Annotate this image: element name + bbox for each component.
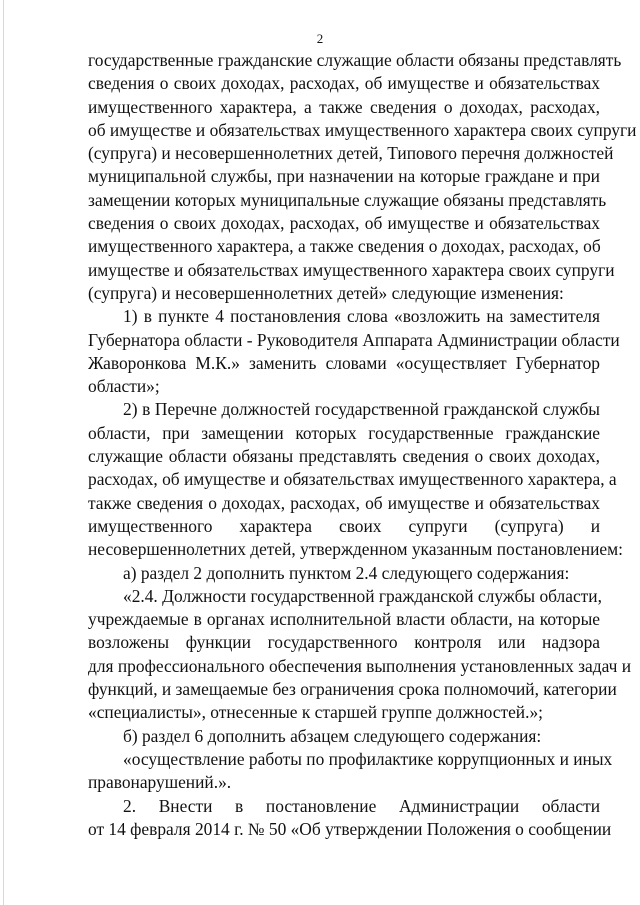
text-line: также сведения о доходах, расходах, об имуществе и обязательствах bbox=[88, 492, 600, 513]
text-line: от 14 февраля 2014 г. № 50 «Об утверждении Положения о сообщении bbox=[88, 818, 612, 839]
text-line: а) раздел 2 дополнить пунктом 2.4 следующего содержания: bbox=[123, 562, 570, 583]
page-number: 2 bbox=[316, 31, 324, 46]
text-line: области»; bbox=[88, 376, 160, 397]
scan-edge bbox=[3, 0, 4, 905]
text-line: области, при замещении которых государственные гражданские bbox=[88, 422, 600, 443]
text-line: Жаворонкова М.К.» заменить словами «осуществляет Губернатор bbox=[88, 352, 600, 373]
paragraph bbox=[88, 398, 623, 561]
text-line: служащие области обязаны представлять сведения о своих доходах, bbox=[88, 446, 600, 467]
paragraph bbox=[88, 585, 632, 725]
paragraph bbox=[88, 795, 612, 842]
text-line: «2.4. Должности государственной гражданской службы области, bbox=[123, 585, 602, 606]
text-line: об имуществе и обязательствах имущественного характера своих супруги bbox=[88, 119, 637, 140]
text-line: несовершеннолетних детей, утвержденном указанным постановлением: bbox=[88, 539, 623, 560]
text-line: имуществе и обязательствах имущественного характера своих супруги bbox=[88, 259, 615, 280]
text-line: возложены функции государственного контроля или надзора bbox=[88, 632, 600, 653]
text-line: сведения о своих доходах, расходах, об имуществе и обязательствах bbox=[88, 73, 600, 94]
text-line: б) раздел 6 дополнить абзацем следующего содержания: bbox=[123, 725, 542, 746]
text-line: (супруга) и несовершеннолетних детей» следующие изменения: bbox=[88, 282, 564, 303]
text-line: 1) в пункте 4 постановления слова «возложить на заместителя bbox=[123, 306, 600, 327]
text-line: 2) в Перечне должностей государственной гражданской службы bbox=[123, 399, 600, 420]
text-line: сведения о своих доходах, расходах, об имуществе и обязательствах bbox=[88, 213, 600, 234]
paragraph bbox=[88, 49, 637, 305]
text-line: замещении которых муниципальные служащие обязаны представлять bbox=[88, 189, 607, 210]
text-line: «осуществление работы по профилактике коррупционных и иных bbox=[123, 748, 613, 769]
text-line: государственные гражданские служащие области обязаны представлять bbox=[88, 50, 622, 70]
paragraph bbox=[88, 748, 613, 795]
text-line: «специалисты», отнесенные к старшей группе должностей.»; bbox=[88, 702, 543, 723]
text-line: правонарушений.». bbox=[88, 772, 232, 793]
text-line: 2. Внести в постановление Администрации области bbox=[123, 795, 600, 816]
text-line: (супруга) и несовершеннолетних детей, Типового перечня должностей bbox=[88, 143, 614, 164]
text-line: имущественного характера своих супруги (супруга) и bbox=[88, 515, 600, 536]
text-line: Губернатора области - Руководителя Аппарата Администрации области bbox=[88, 329, 620, 350]
text-line: муниципальной службы, при назначении на которые граждане и при bbox=[88, 166, 600, 187]
document-body bbox=[88, 49, 637, 841]
text-line: учреждаемые в органах исполнительной власти области, на которые bbox=[88, 609, 600, 630]
text-line: имущественного характера, а также сведения о доходах, расходах, об bbox=[88, 236, 601, 257]
paragraph bbox=[88, 725, 600, 748]
text-line: функций, и замещаемые без ограничения срока полномочий, категории bbox=[88, 679, 617, 700]
paragraph bbox=[88, 305, 620, 398]
text-line: имущественного характера, а также сведения о доходах, расходах, bbox=[88, 96, 600, 117]
text-line: расходах, об имуществе и обязательствах имущественного характера, а bbox=[88, 469, 617, 490]
text-line: для профессионального обеспечения выполнения установленных задач и bbox=[88, 655, 632, 676]
paragraph bbox=[88, 562, 600, 585]
